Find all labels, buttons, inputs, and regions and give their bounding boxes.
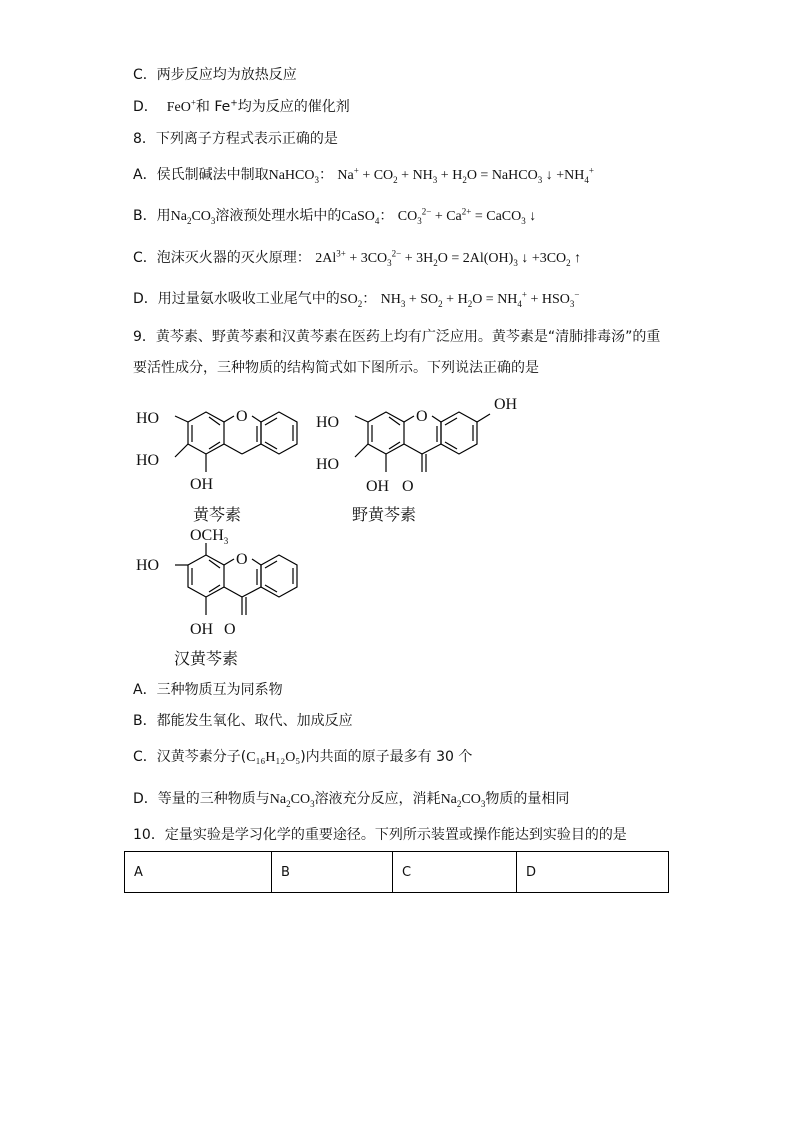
o-label: O bbox=[416, 408, 428, 425]
q10-options-table bbox=[124, 851, 669, 893]
scutellarein-structure bbox=[310, 392, 560, 502]
ho-label: HO bbox=[136, 410, 160, 427]
ho-label: HO bbox=[316, 456, 340, 473]
scutellarein-name: 野黄芩素 bbox=[352, 505, 417, 524]
och3-label: $OCH_3$ bbox=[190, 527, 229, 547]
q8-option-c: C．泡沫灭火器的灭火原理： $2Al^{3+} + 3CO_3^{2-} + 3H_2O = 2Al(OH)_3$ ↓ $+3CO_2$ ↑ bbox=[133, 248, 582, 268]
oh-label: OH bbox=[190, 476, 214, 493]
baicalein-name: 黄芩素 bbox=[193, 505, 242, 524]
ho-label: HO bbox=[136, 557, 160, 574]
option-c-cell[interactable]: C bbox=[393, 852, 517, 893]
q9-stem-line1: 9．黄芩素、野黄芩素和汉黄芩素在医药上均有广泛应用。黄芩素是“清肺排毒汤”的重 bbox=[133, 329, 661, 345]
q9-option-d: D．等量的三种物质与$Na_2CO_3$溶液充分反应，消耗$Na_2CO_3$物质的量相同 bbox=[133, 791, 570, 809]
q9-stem-line2: 要活性成分，三种物质的结构简式如下图所示。下列说法正确的是 bbox=[133, 360, 539, 376]
baicalein-structure bbox=[130, 392, 310, 502]
ho-label: HO bbox=[136, 452, 160, 469]
option-b-cell[interactable]: B bbox=[272, 852, 393, 893]
oh-label: OH bbox=[494, 396, 518, 413]
wogonin-name: 汉黄芩素 bbox=[174, 649, 239, 668]
option-d-cell[interactable]: D bbox=[517, 852, 669, 893]
q8-option-a: A．侯氏制碱法中制取NaHCO$_3$： $Na^+ + CO_2 + NH_3 + H_2O$ = NaHCO$_3$ ↓ $+NH_4^+$ bbox=[133, 165, 594, 185]
q8-stem: 8．下列离子方程式表示正确的是 bbox=[133, 131, 338, 147]
o-label: O bbox=[236, 408, 248, 425]
q10-stem: 10．定量实验是学习化学的重要途径。下列所示装置或操作能达到实验目的的是 bbox=[133, 827, 627, 843]
o-label: O bbox=[236, 551, 248, 568]
q9-option-b: B．都能发生氧化、取代、加成反应 bbox=[133, 713, 353, 729]
oh-label: OH bbox=[190, 621, 214, 638]
o-label: O bbox=[402, 478, 414, 495]
o-label: O bbox=[224, 621, 236, 638]
q7-option-d: D． FeO+和 Fe+均为反应的催化剂 bbox=[133, 97, 350, 115]
q9-option-c: C．汉黄芩素分子(C₁₆H₁₂O₅)内共面的原子最多有 30 个 bbox=[133, 749, 473, 765]
wogonin-structure bbox=[130, 527, 310, 645]
q8-option-d: D．用过量氨水吸收工业尾气中的$SO_2$： $NH_3 + SO_2 + H_2O = NH_4^+ + HSO_3^-$ bbox=[133, 289, 580, 309]
q9-option-a: A．三种物质互为同系物 bbox=[133, 682, 283, 698]
option-a-cell[interactable]: A bbox=[125, 852, 272, 893]
q8-option-b: B．用$Na_2CO_3$溶液预处理水垢中的CaSO$_4$： $CO_3^{2-} + Ca^{2+}$ = CaCO$_3$ ↓ bbox=[133, 206, 537, 226]
oh-label: OH bbox=[366, 478, 390, 495]
q7-option-c: C．两步反应均为放热反应 bbox=[133, 67, 297, 83]
ho-label: HO bbox=[316, 414, 340, 431]
